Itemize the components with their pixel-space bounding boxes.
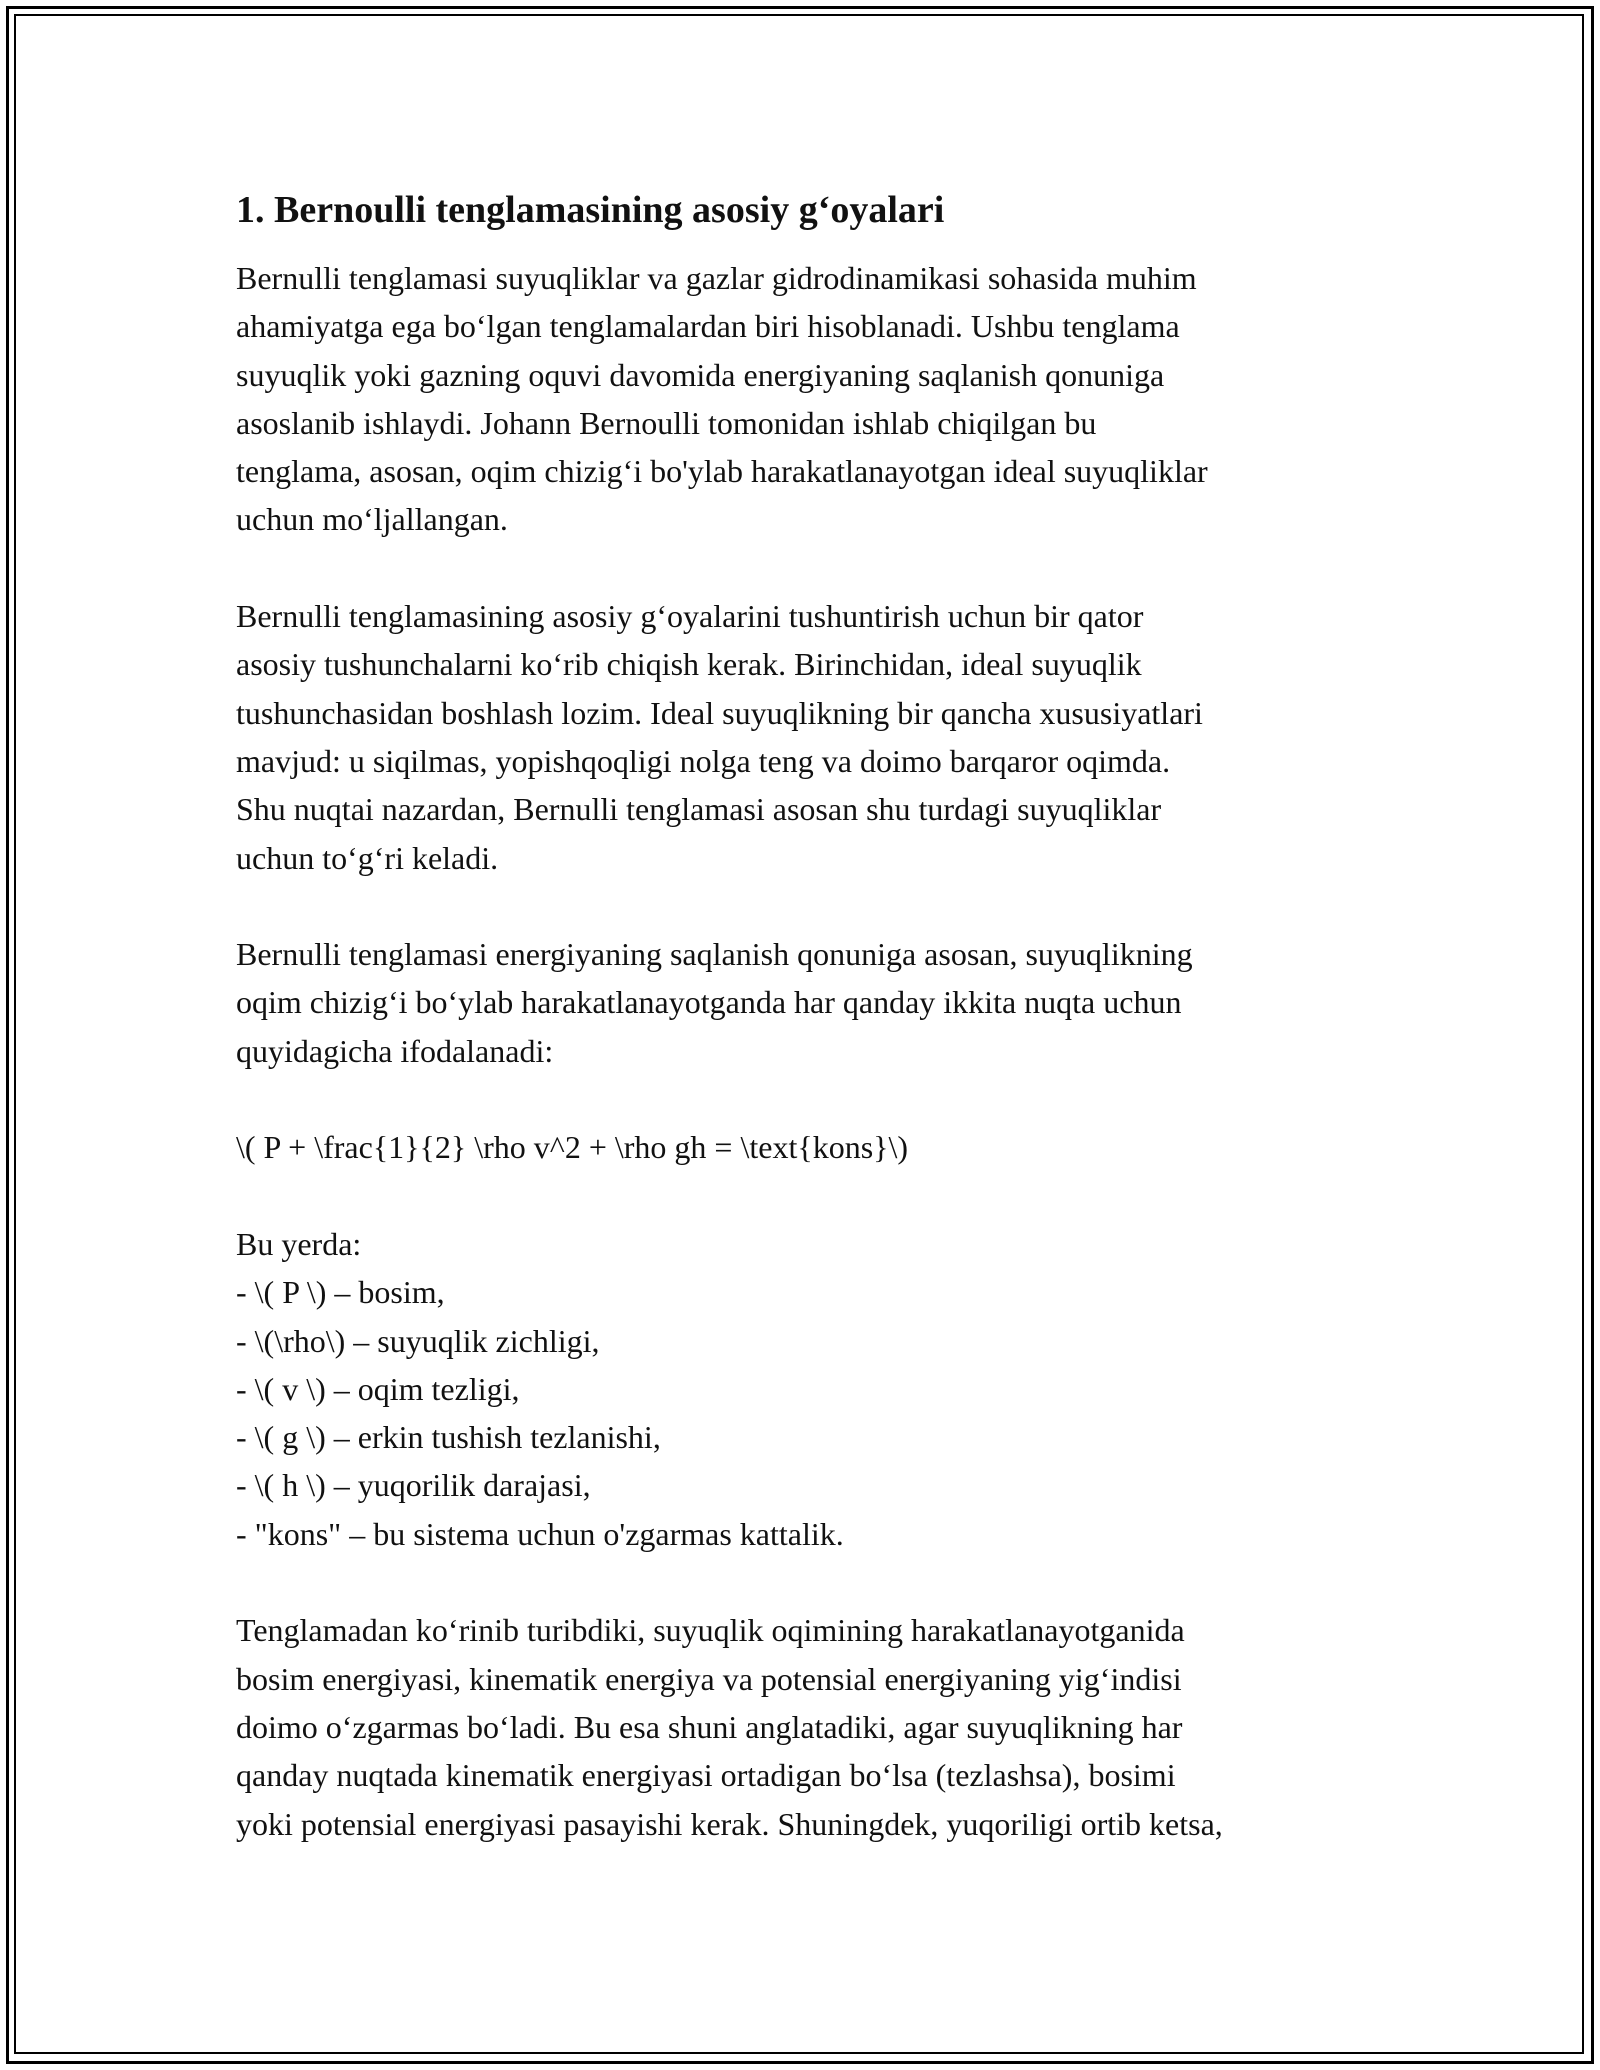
- definitions-list: [236, 1220, 1386, 1558]
- bernoulli-formula: \( P + \frac{1}{2} \rho v^2 + \rho gh = \text{kons}\): [236, 1129, 909, 1166]
- paragraph-equation-intro: Bernulli tenglamasi energiyaning saqlanish qonuniga asosan, suyuqlikning oqim chizig‘i bo‘ylab harakatlanayotganda har qanday ikkita nuqta uchun quyidagicha ifodalanadi:: [236, 936, 1193, 1069]
- document-body: [236, 186, 1386, 1896]
- definition-item-pressure: - \( P \) – bosim,: [236, 1274, 445, 1311]
- definition-item-velocity: - \( v \) – oqim tezligi,: [236, 1370, 520, 1407]
- paragraph-intro: Bernulli tenglamasi suyuqliklar va gazlar gidrodinamikasi sohasida muhim ahamiyatga ega bo‘lgan tenglamalardan biri hisoblanadi. Ushbu tenglama suyuqlik yoki gazning oquvi davomida energiyaning saqlanish qonuniga asoslanib ishlaydi. Johann Bernoulli tomonidan ishlab chiqilgan bu tenglama, asosan, oqim chizig‘i bo'ylab harakatlanayotgan ideal suyuqliklar uchun mo‘ljallangan.: [236, 260, 1208, 538]
- definition-item-height: - \( h \) – yuqorilik darajasi,: [236, 1467, 591, 1504]
- section-heading: 1. Bernoulli tenglamasining asosiy g‘oyalari: [236, 189, 945, 231]
- paragraph-ideal-fluid: Bernulli tenglamasining asosiy g‘oyalarini tushuntirish uchun bir qator asosiy tushunchalarni ko‘rib chiqish kerak. Birinchidan, ideal suyuqlik tushunchasidan boshlash lozim. Ideal suyuqlikning bir qancha xususiyatlari mavjud: u siqilmas, yopishqoqligi nolga teng va doimo barqaror oqimda. Shu nuqtai nazardan, Bernulli tenglamasi asosan shu turdagi suyuqliklar uchun to‘g‘ri keladi.: [236, 598, 1203, 876]
- definition-item-gravity: - \( g \) – erkin tushish tezlanishi,: [236, 1419, 661, 1456]
- definitions-intro: Bu yerda:: [236, 1225, 362, 1262]
- definition-item-constant: - "kons" – bu sistema uchun o'zgarmas kattalik.: [236, 1515, 844, 1552]
- paragraph-conclusion: Tenglamadan ko‘rinib turibdiki, suyuqlik oqimining harakatlanayotganida bosim energiyasi, kinematik energiya va potensial energiyaning yig‘indisi doimo o‘zgarmas bo‘ladi. Bu esa shuni anglatadiki, agar suyuqlikning har qanday nuqtada kinematik energiyasi ortadigan bo‘lsa (tezlashsa), bosimi yoki potensial energiyasi pasayishi kerak. Shuningdek, yuqoriligi ortib ketsa,: [236, 1612, 1223, 1842]
- definition-item-density: - \(\rho\) – suyuqlik zichligi,: [236, 1322, 600, 1359]
